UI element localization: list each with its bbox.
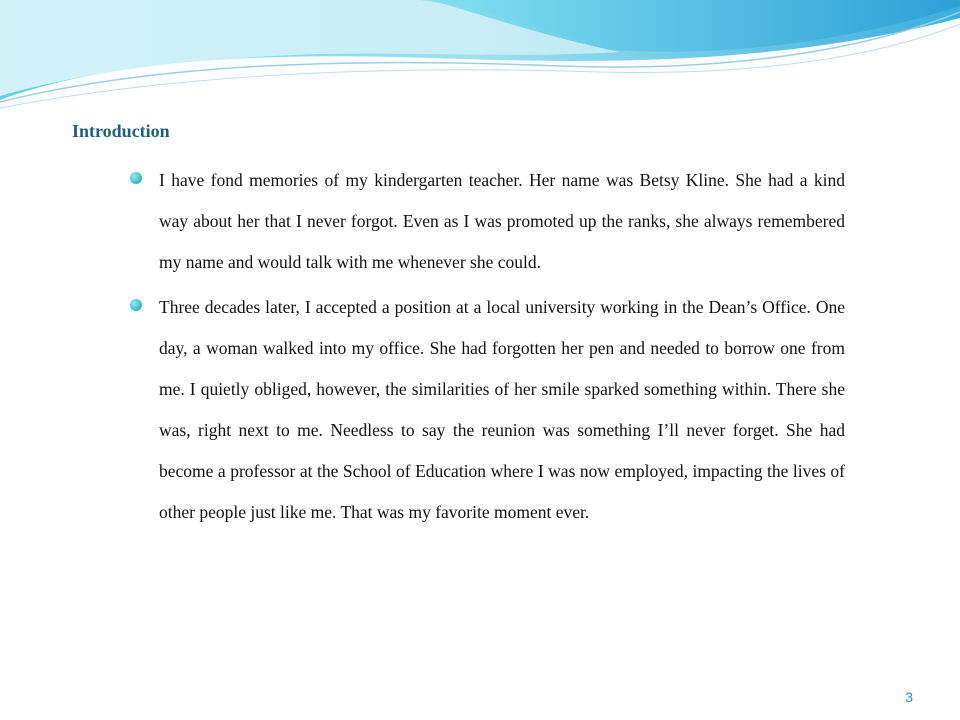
bullet-text: I have fond memories of my kindergarten teacher. Her name was Betsy Kline. She had a kind way about her that I never forgot. Even as I was promoted up the ranks, she always remembered my name and would talk with me whenever she could. [159,170,845,272]
page-number: 3 [905,689,913,705]
bullet-item [130,160,845,283]
bullet-icon [130,299,142,311]
bullet-icon [130,172,142,184]
bullet-list [130,160,845,537]
section-heading: Introduction [72,121,170,141]
bullet-text: Three decades later, I accepted a position at a local university working in the Dean’s Office. One day, a woman walked into my office. She had forgotten her pen and needed to borrow one from me. I quietly obliged, however, the similarities of her smile sparked something within. There she was, right next to me. Needless to say the reunion was something I’ll never forget. She had become a professor at the School of Education where I was now employed, impacting the lives of other people just like me. That was my favorite moment ever. [159,297,845,522]
bullet-item [130,287,845,533]
header-wave-decoration [0,0,960,120]
